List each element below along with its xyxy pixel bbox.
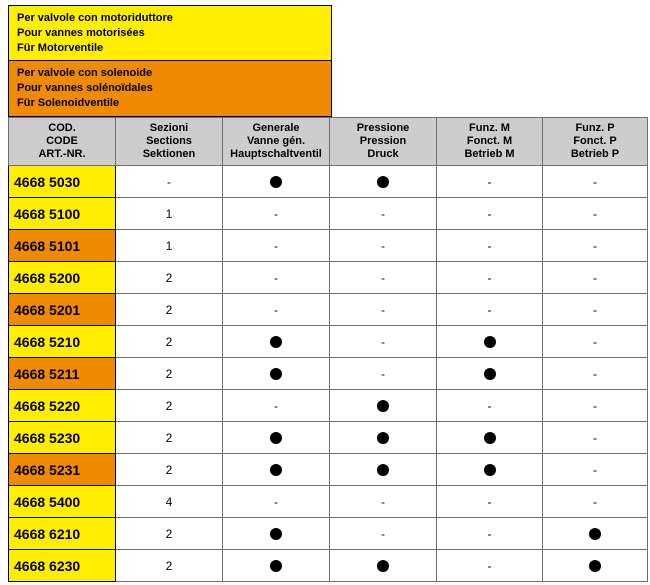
funz-p-cell: - <box>543 454 648 486</box>
article-code: 4668 5200 <box>9 262 116 294</box>
funz-m-cell <box>437 454 543 486</box>
article-code: 4668 5100 <box>9 198 116 230</box>
article-code: 4668 5230 <box>9 422 116 454</box>
filled-dot-icon <box>484 336 496 348</box>
header-funz-m: Funz. M Fonct. M Betrieb M <box>437 118 543 166</box>
pressione-cell <box>330 454 437 486</box>
legend-solenoid-de: Für Solenoidventile <box>17 97 120 109</box>
pressione-cell: - <box>330 486 437 518</box>
funz-p-cell: - <box>543 294 648 326</box>
sections-cell: 1 <box>116 230 223 262</box>
legend-motor-it: Per valvole con motoriduttore <box>17 11 173 24</box>
filled-dot-icon <box>270 528 282 540</box>
filled-dot-icon <box>377 400 389 412</box>
sections-cell: 2 <box>116 358 223 390</box>
article-code: 4668 5201 <box>9 294 116 326</box>
table-row <box>9 550 648 582</box>
funz-p-cell: - <box>543 166 648 198</box>
header-generale: Generale Vanne gén. Hauptschaltventil <box>223 118 330 166</box>
table-row <box>9 166 648 198</box>
pressione-cell <box>330 550 437 582</box>
pressione-cell: - <box>330 262 437 294</box>
filled-dot-icon <box>270 560 282 572</box>
legend-solenoid-it: Per valvole con solenoide <box>17 67 153 79</box>
generale-cell <box>223 454 330 486</box>
funz-m-cell: - <box>437 294 543 326</box>
article-code: 4668 5030 <box>9 166 116 198</box>
generale-cell: - <box>223 294 330 326</box>
table-row <box>9 454 648 486</box>
generale-cell: - <box>223 486 330 518</box>
pressione-cell <box>330 390 437 422</box>
filled-dot-icon <box>589 528 601 540</box>
generale-cell: - <box>223 390 330 422</box>
funz-m-cell <box>437 326 543 358</box>
legend-motor <box>9 6 331 61</box>
table-row <box>9 518 648 550</box>
table-body <box>9 166 648 582</box>
pressione-cell: - <box>330 326 437 358</box>
filled-dot-icon <box>484 368 496 380</box>
article-code: 4668 5211 <box>9 358 116 390</box>
filled-dot-icon <box>270 464 282 476</box>
article-code: 4668 5231 <box>9 454 116 486</box>
pressione-cell: - <box>330 230 437 262</box>
table-row <box>9 198 648 230</box>
generale-cell: - <box>223 230 330 262</box>
filled-dot-icon <box>484 432 496 444</box>
funz-m-cell: - <box>437 166 543 198</box>
header-code: COD. CODE ART.-NR. <box>9 118 116 166</box>
sections-cell: 1 <box>116 198 223 230</box>
article-code: 4668 5210 <box>9 326 116 358</box>
article-code: 4668 5101 <box>9 230 116 262</box>
funz-p-cell: - <box>543 198 648 230</box>
valve-table <box>8 117 648 582</box>
table-row <box>9 262 648 294</box>
funz-p-cell: - <box>543 358 648 390</box>
funz-m-cell <box>437 422 543 454</box>
legend-motor-de: Für Motorventile <box>17 41 104 54</box>
table-row <box>9 326 648 358</box>
funz-m-cell: - <box>437 550 543 582</box>
funz-p-cell: - <box>543 422 648 454</box>
funz-p-cell: - <box>543 230 648 262</box>
pressione-cell: - <box>330 198 437 230</box>
filled-dot-icon <box>270 432 282 444</box>
article-code: 4668 6230 <box>9 550 116 582</box>
article-code: 4668 5400 <box>9 486 116 518</box>
generale-cell <box>223 326 330 358</box>
generale-cell <box>223 166 330 198</box>
filled-dot-icon <box>589 560 601 572</box>
table-row <box>9 294 648 326</box>
article-code: 4668 6210 <box>9 518 116 550</box>
filled-dot-icon <box>377 560 389 572</box>
legend-solenoid-fr: Pour vannes solénoïdales <box>17 82 153 94</box>
funz-m-cell: - <box>437 518 543 550</box>
sections-cell: 2 <box>116 390 223 422</box>
table-row <box>9 422 648 454</box>
sections-cell: 2 <box>116 294 223 326</box>
filled-dot-icon <box>270 176 282 188</box>
funz-m-cell: - <box>437 486 543 518</box>
legend <box>8 5 332 117</box>
filled-dot-icon <box>377 176 389 188</box>
table-row <box>9 358 648 390</box>
funz-p-cell: - <box>543 262 648 294</box>
sections-cell: 2 <box>116 262 223 294</box>
header-pressione: Pressione Pression Druck <box>330 118 437 166</box>
header-sections: Sezioni Sections Sektionen <box>116 118 223 166</box>
generale-cell <box>223 550 330 582</box>
filled-dot-icon <box>484 464 496 476</box>
table-header-row <box>9 118 648 166</box>
generale-cell <box>223 358 330 390</box>
funz-p-cell <box>543 550 648 582</box>
funz-p-cell: - <box>543 390 648 422</box>
sections-cell: 2 <box>116 518 223 550</box>
funz-m-cell: - <box>437 198 543 230</box>
header-funz-p: Funz. P Fonct. P Betrieb P <box>543 118 648 166</box>
pressione-cell <box>330 422 437 454</box>
pressione-cell: - <box>330 518 437 550</box>
sections-cell: 2 <box>116 422 223 454</box>
table-row <box>9 486 648 518</box>
pressione-cell: - <box>330 294 437 326</box>
pressione-cell: - <box>330 358 437 390</box>
funz-p-cell <box>543 518 648 550</box>
sections-cell: 2 <box>116 454 223 486</box>
filled-dot-icon <box>377 432 389 444</box>
filled-dot-icon <box>270 336 282 348</box>
filled-dot-icon <box>270 368 282 380</box>
legend-solenoid <box>9 61 331 116</box>
sections-cell: - <box>116 166 223 198</box>
legend-motor-fr: Pour vannes motorisées <box>17 26 145 39</box>
funz-m-cell <box>437 358 543 390</box>
funz-m-cell: - <box>437 230 543 262</box>
filled-dot-icon <box>377 464 389 476</box>
generale-cell: - <box>223 198 330 230</box>
sections-cell: 2 <box>116 326 223 358</box>
funz-p-cell: - <box>543 486 648 518</box>
funz-m-cell: - <box>437 262 543 294</box>
funz-p-cell: - <box>543 326 648 358</box>
funz-m-cell: - <box>437 390 543 422</box>
sections-cell: 4 <box>116 486 223 518</box>
pressione-cell <box>330 166 437 198</box>
sections-cell: 2 <box>116 550 223 582</box>
article-code: 4668 5220 <box>9 390 116 422</box>
generale-cell: - <box>223 262 330 294</box>
generale-cell <box>223 518 330 550</box>
table-row <box>9 230 648 262</box>
table-row <box>9 390 648 422</box>
generale-cell <box>223 422 330 454</box>
